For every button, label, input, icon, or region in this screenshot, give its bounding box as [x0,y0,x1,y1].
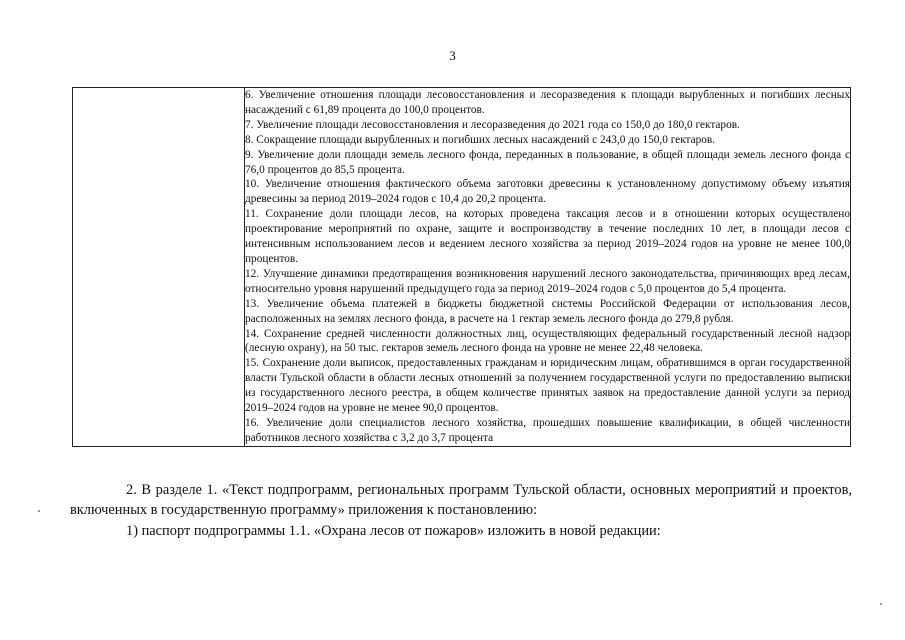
paragraph-section-2: 2. В разделе 1. «Текст подпрограмм, региональных программ Тульской области, основных мероприятий и проектов, включенных в государственную программу» приложения к постановлению: [70,482,852,518]
scan-speck [38,510,40,512]
goal-item-14: 14. Сохранение средней численности должностных лиц, осуществляющих федеральный государственный лесной надзор (лесную охрану), на 50 тыс. гектаров земель лесного фонда на уровне не менее 22,48 человека. [245,327,850,355]
goal-item-13: 13. Увеличение объема платежей в бюджеты бюджетной системы Российской Федерации от использования лесов, расположенных на землях лесного фонда, в расчете на 1 гектар земель лесного фонда до 279,8 рубля. [245,297,850,325]
table-row [73,88,851,447]
goal-item-11: 11. Сохранение доли площади лесов, на которых проведена таксация лесов и в отношении которых осуществлено проектирование мероприятий по охране, защите и воспроизводству в течение последних 10 лет, в площади лесов с интенсивным использованием лесов и ведением лесного хозяйства за период 2019–2024 годов на уровне не менее 100,0 процентов. [245,208,850,265]
goal-item-16: 16. Увеличение доли специалистов лесного хозяйства, прошедших повышение квалификации, в общей численности работников лесного хозяйства с 3,2 до 3,7 процента [245,416,850,444]
goals-table [72,87,851,447]
goal-item-12: 12. Улучшение динамики предотвращения возникновения нарушений лесного законодательства, причиняющих вред лесам, относительно уровня нарушений предыдущего года за период 2019–2024 годов с 5,0 процентов до 5,4 процента. [245,267,850,295]
goal-item-6: 6. Увеличение отношения площади лесовосстановления и лесоразведения к площади вырубленных и погибших лесных насаждений с 61,89 процента до 100,0 процентов. [245,89,850,116]
goal-item-10: 10. Увеличение отношения фактического объема заготовки древесины к установленному допустимому объему изъятия древесины за период 2019–2024 годов с 10,4 до 20,2 процента. [245,178,850,206]
table-left-cell [73,88,245,447]
goal-item-9: 9. Увеличение доли площади земель лесного фонда, переданных в пользование, в общей площади земель лесного фонда с 76,0 процентов до 85,5 процента. [245,148,850,176]
paragraph-item-1: 1) паспорт подпрограммы 1.1. «Охрана лесов от пожаров» изложить в новой редакции: [126,523,661,539]
goal-item-15: 15. Сохранение доли выписок, предоставленных гражданам и юридическим лицам, обратившимся в орган государственной власти Тульской области в области лесных отношений за получением государственной услуги по предоставлению выписки из государственного лесного реестра, в общем количестве принятых заявок на предоставление данной услуги за период 2019–2024 годов на уровне не менее 90,0 процентов. [245,357,850,415]
table-right-cell [245,88,851,447]
scan-speck [880,603,882,605]
goal-item-7: 7. Увеличение площади лесовосстановления и лесоразведения до 2021 года со 150,0 до 180,0 гектаров. [245,118,740,131]
goal-item-8: 8. Сокращение площади вырубленных и погибших лесных насаждений с 243,0 до 150,0 гектаров. [245,133,716,146]
page-number: 3 [449,48,456,63]
